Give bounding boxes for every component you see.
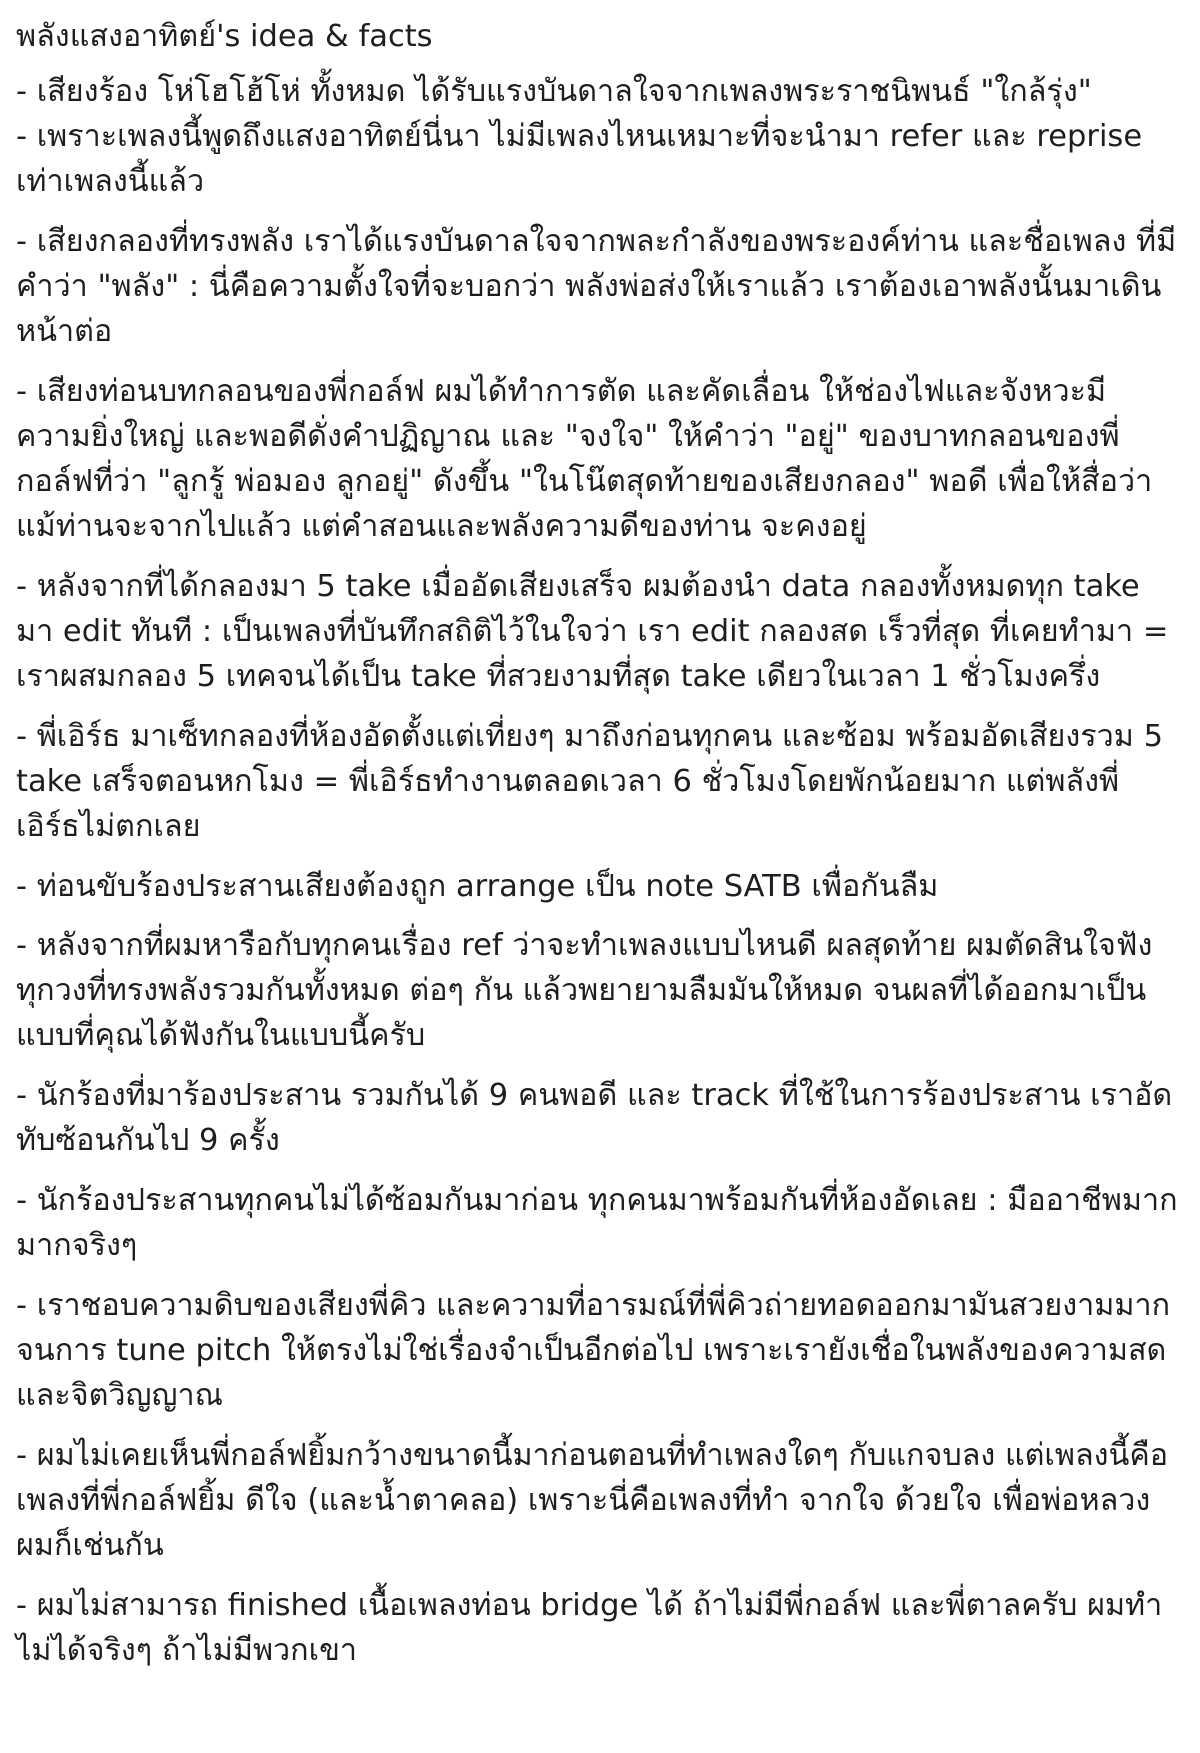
post-paragraph: - เราชอบความดิบของเสียงพี่คิว และความที่อารมณ์ที่พี่คิวถ่ายทอดออกมามันสวยงามมากจนการ tune pitch ให้ตรงไม่ใช่เรื่องจำเป็นอีกต่อไป เพราะเรายังเชื่อในพลังของความสด และจิตวิญญาณ [16, 1288, 1171, 1413]
post-paragraph: - เสียงกลองที่ทรงพลัง เราได้แรงบันดาลใจจากพละกำลังของพระองค์ท่าน และชื่อเพลง ที่มีคำว่า "พลัง" : นี่คือความตั้งใจที่จะบอกว่า พลังพ่อส่งให้เราแล้ว เราต้องเอาพลังนั้นมาเดินหน้าต่อ [16, 224, 1177, 349]
post-paragraph: - เสียงท่อนบทกลอนของพี่กอล์ฟ ผมได้ทำการตัด และคัดเลื่อน ให้ช่องไฟและจังหวะมีความยิ่งใหญ่ และพอดีดั่งคำปฏิญาณ และ "จงใจ" ให้คำว่า "อยู่" ของบาทกลอนของพี่กอล์ฟที่ว่า "ลูกรู้ พ่อมอง ลูกอยู่" ดังขึ้น "ในโน๊ตสุดท้ายของเสียงกลอง" พอดี เพื่อให้สื่อว่า แม้ท่านจะจากไปแล้ว แต่คำสอนและพลังความดีของท่าน จะคงอยู่ [16, 374, 1153, 544]
post-paragraph: - เสียงร้อง โห่โฮโฮ้โห่ ทั้งหมด ได้รับแรงบันดาลใจจากเพลงพระราชนิพนธ์ "ใกล้รุ่ง" [16, 74, 1092, 109]
post-paragraph: - นักร้องที่มาร้องประสาน รวมกันได้ 9 คนพอดี และ track ที่ใช้ในการร้องประสาน เราอัดทับซ้อนกันไป 9 ครั้ง [16, 1078, 1173, 1158]
post-paragraph: - ผมไม่เคยเห็นพี่กอล์ฟยิ้มกว้างขนาดนี้มาก่อนตอนที่ทำเพลงใดๆ กับแกจบลง แต่เพลงนี้คือเพลงที่พี่กอล์ฟยิ้ม ดีใจ (และน้ำตาคลอ) เพราะนี่คือเพลงที่ทำ จากใจ ด้วยใจ เพื่อพ่อหลวง ผมก็เช่นกัน [16, 1438, 1169, 1563]
post-paragraph: - ผมไม่สามารถ finished เนื้อเพลงท่อน bridge ได้ ถ้าไม่มีพี่กอล์ฟ และพี่ตาลครับ ผมทำไม่ได้จริงๆ ถ้าไม่มีพวกเขา [16, 1588, 1163, 1668]
post-title: พลังแสงอาทิตย์'s idea & facts [16, 19, 433, 54]
post-paragraph: - พี่เอิร์ธ มาเซ็ทกลองที่ห้องอัดตั้งแต่เที่ยงๆ มาถึงก่อนทุกคน และซ้อม พร้อมอัดเสียงรวม 5 take เสร็จตอนหกโมง = พี่เอิร์ธทำงานตลอดเวลา 6 ชั่วโมงโดยพักน้อยมาก แต่พลังพี่เอิร์ธไม่ตกเลย [16, 719, 1163, 844]
post-paragraph: - หลังจากที่ผมหารือกับทุกคนเรื่อง ref ว่าจะทำเพลงแบบไหนดี ผลสุดท้าย ผมตัดสินใจฟังทุกวงที่ทรงพลังรวมกันทั้งหมด ต่อๆ กัน แล้วพยายามลืมมันให้หมด จนผลที่ได้ออกมาเป็นแบบที่คุณได้ฟังกันในแบบนี้ครับ [16, 928, 1153, 1053]
post-paragraph: - เพราะเพลงนี้พูดถึงแสงอาทิตย์นี่นา ไม่มีเพลงไหนเหมาะที่จะนำมา refer และ reprise เท่าเพลงนี้แล้ว [16, 119, 1143, 199]
post-paragraph: - นักร้องประสานทุกคนไม่ได้ซ้อมกันมาก่อน ทุกคนมาพร้อมกันที่ห้องอัดเลย : มืออาชีพมากมากจริงๆ [16, 1183, 1178, 1263]
post-paragraph: - หลังจากที่ได้กลองมา 5 take เมื่ออัดเสียงเสร็จ ผมต้องนำ data กลองทั้งหมดทุก take มา edit ทันที : เป็นเพลงที่บันทึกสถิติไว้ในใจว่า เรา edit กลองสด เร็วที่สุด ที่เคยทำมา = เราผสมกลอง 5 เทคจนได้เป็น take ที่สวยงามที่สุด take เดียวในเวลา 1 ชั่วโมงครึ่ง [16, 569, 1169, 694]
post-paragraph: - ท่อนขับร้องประสานเสียงต้องถูก arrange เป็น note SATB เพื่อกันลืม [16, 869, 939, 904]
